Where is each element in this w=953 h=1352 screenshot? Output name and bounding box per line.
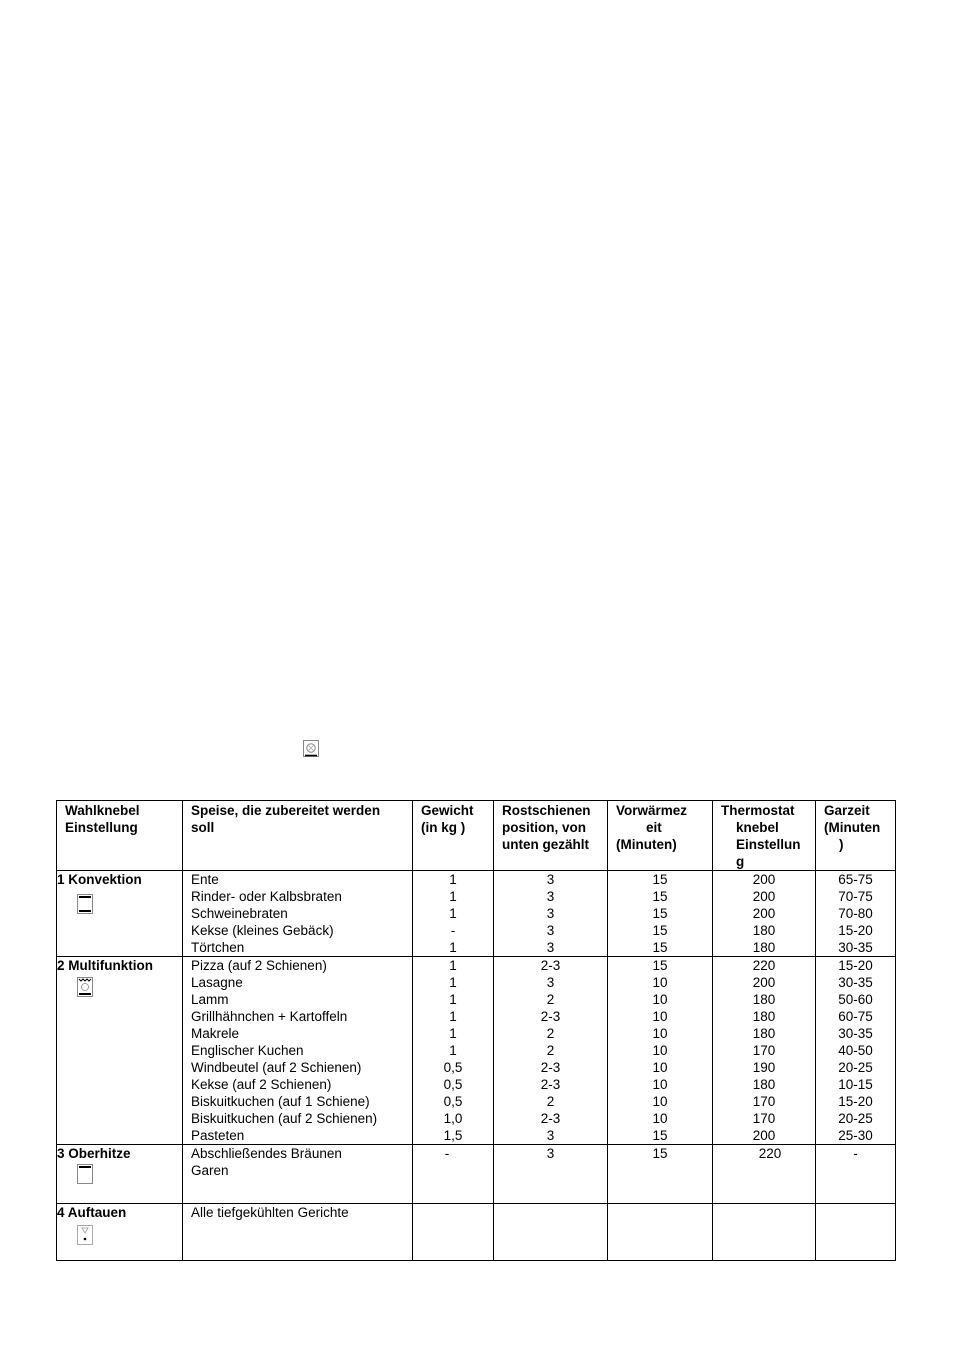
time-column xyxy=(816,1204,896,1261)
list-item: Windbeutel (auf 2 Schienen) xyxy=(191,1060,362,1075)
list-item: Törtchen xyxy=(191,940,245,955)
group-oberhitze xyxy=(57,1145,183,1204)
list-item: Alle tiefgekühlten Gerichte xyxy=(191,1205,349,1220)
list-item: Englischer Kuchen xyxy=(191,1043,304,1058)
group-label: 4 Auftauen xyxy=(57,1205,127,1220)
preheat-column: 15 15 15 15 15 xyxy=(608,871,713,957)
header-thermostat: Thermostat knebel Einstellun g xyxy=(713,801,816,871)
list-item: Lasagne xyxy=(191,975,243,990)
weight-column: - xyxy=(413,1145,494,1204)
list-item: Kekse (auf 2 Schienen) xyxy=(191,1077,332,1092)
food-column xyxy=(183,1204,413,1261)
group-row-oberhitze xyxy=(57,1145,896,1204)
time-column: 65-75 70-75 70-80 15-20 30-35 xyxy=(816,871,896,957)
group-konvektion xyxy=(57,871,183,957)
multifunktion-icon xyxy=(303,740,319,758)
list-item: Pasteten xyxy=(191,1128,245,1143)
group-label: 3 Oberhitze xyxy=(57,1146,131,1161)
food-column xyxy=(183,871,413,957)
list-item: Schweinebraten xyxy=(191,906,288,921)
temp-column: 200 200 200 180 180 xyxy=(713,871,816,957)
preheat-column: 15 10 10 10 10 10 10 10 10 10 15 xyxy=(608,957,713,1145)
header-rostschienen: Rostschienen position, von unten gezählt xyxy=(494,801,608,871)
rack-column: 3 3 3 3 3 xyxy=(494,871,608,957)
cooking-table xyxy=(56,800,896,1261)
food-column xyxy=(183,1145,413,1204)
temp-column: 220 200 180 180 180 170 190 180 170 170 200 xyxy=(713,957,816,1145)
list-item: Grillhähnchen + Kartoffeln xyxy=(191,1009,348,1024)
group-row-auftauen xyxy=(57,1204,896,1261)
rack-column: 2-3 3 2 2-3 2 2 2-3 2-3 2 2-3 3 xyxy=(494,957,608,1145)
multifunktion-icon xyxy=(77,977,93,997)
list-item: Abschließendes Bräunen xyxy=(191,1146,342,1161)
header-vorwaermzeit: Vorwärmez eit (Minuten) xyxy=(608,801,713,871)
list-item: Biskuitkuchen (auf 1 Schiene) xyxy=(191,1094,370,1109)
group-auftauen xyxy=(57,1204,183,1261)
table-header-row xyxy=(57,801,896,871)
weight-column xyxy=(413,1204,494,1261)
header-gewicht: Gewicht (in kg ) xyxy=(413,801,494,871)
list-item: Kekse (kleines Gebäck) xyxy=(191,923,334,938)
list-item: Rinder- oder Kalbsbraten xyxy=(191,889,342,904)
group-label: 2 Multifunktion xyxy=(57,958,153,973)
oberhitze-icon xyxy=(77,1164,93,1184)
weight-column: 1 1 1 - 1 xyxy=(413,871,494,957)
food-column xyxy=(183,957,413,1145)
weight-column: 1 1 1 1 1 1 0,5 0,5 0,5 1,0 1,5 xyxy=(413,957,494,1145)
header-wahlknebel: Wahlknebel Einstellung xyxy=(57,801,183,871)
rack-column xyxy=(494,1204,608,1261)
header-garzeit: Garzeit (Minuten ) xyxy=(816,801,896,871)
preheat-column xyxy=(608,1204,713,1261)
temp-column xyxy=(713,1204,816,1261)
konvektion-icon xyxy=(77,894,93,914)
list-item: Lamm xyxy=(191,992,229,1007)
group-row-multifunktion xyxy=(57,957,896,1145)
rack-column: 3 xyxy=(494,1145,608,1204)
time-column: - xyxy=(816,1145,896,1204)
list-item: Makrele xyxy=(191,1026,240,1041)
header-speise: Speise, die zubereitet werden soll xyxy=(183,801,413,871)
preheat-column: 15 xyxy=(608,1145,713,1204)
list-item: Garen xyxy=(191,1163,229,1178)
temp-column: 220 xyxy=(713,1145,816,1204)
auftauen-icon xyxy=(77,1225,93,1245)
time-column: 15-20 30-35 50-60 60-75 30-35 40-50 20-25 10-15 15-20 20-25 25-30 xyxy=(816,957,896,1145)
group-row-konvektion xyxy=(57,871,896,957)
group-multifunktion xyxy=(57,957,183,1145)
group-label: 1 Konvektion xyxy=(57,872,142,887)
list-item: Biskuitkuchen (auf 2 Schienen) xyxy=(191,1111,378,1126)
list-item: Ente xyxy=(191,872,219,887)
list-item: Pizza (auf 2 Schienen) xyxy=(191,958,327,973)
